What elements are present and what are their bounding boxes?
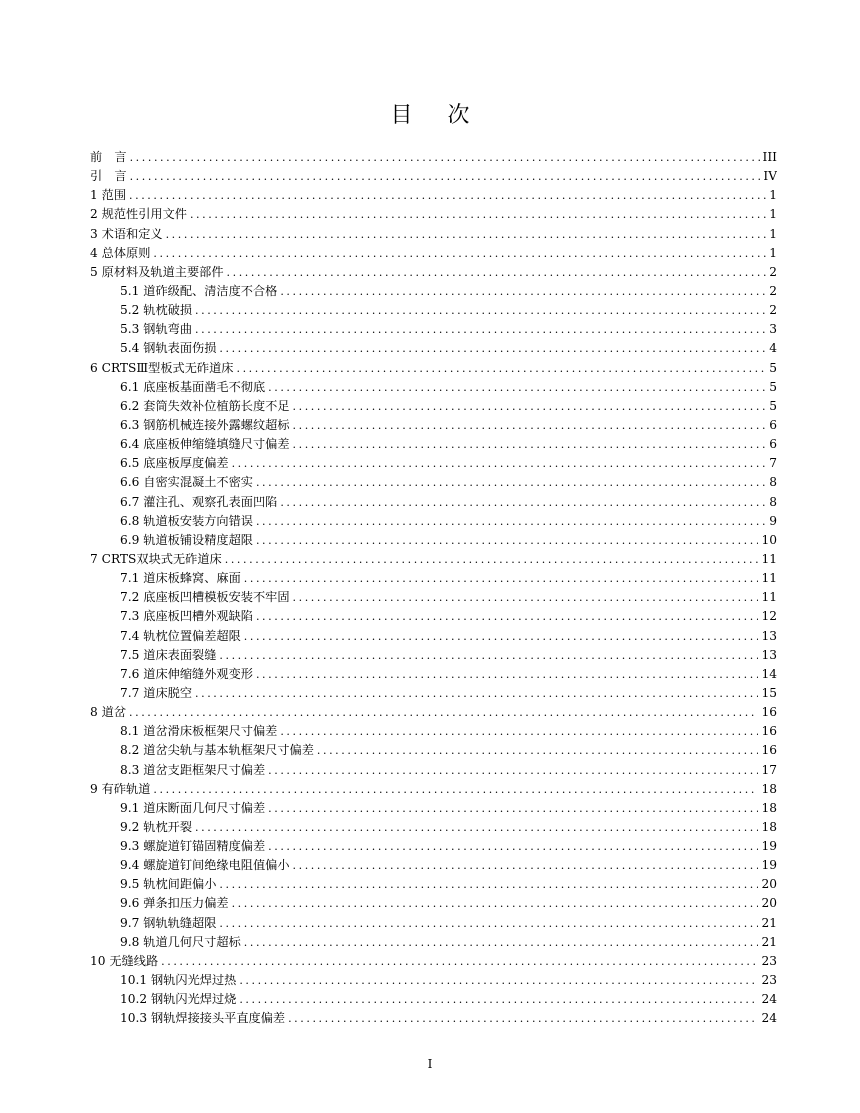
toc-entry-label: 6.8 轨道板安装方向错误 [120,513,253,528]
toc-entry-label: 10.2 钢轨闪光焊过烧 [120,992,237,1007]
toc-entry-page-number: 24 [761,992,777,1007]
toc-entry-page-number: 11 [761,590,777,605]
toc-dot-leader [268,378,766,397]
toc-entry-label: 9.6 弹条扣压力偏差 [120,896,229,911]
toc-dot-leader [244,627,759,646]
toc-entry-label: 7.4 轨枕位置偏差超限 [120,628,241,643]
toc-dot-leader [130,167,761,186]
toc-entry-label: 前 言 [90,150,127,164]
toc-entry[interactable] [90,397,777,416]
toc-entry-page-number: 13 [761,647,777,662]
toc-entry-page-number: 10 [761,532,777,547]
toc-entry-page-number: 2 [769,283,777,298]
toc-entry-label: 9.2 轨枕开裂 [120,819,193,834]
toc-entry[interactable] [90,722,777,741]
toc-entry-page-number: 19 [761,839,777,854]
toc-entry-page-number: 17 [761,762,777,777]
toc-dot-leader [219,914,758,933]
toc-dot-leader [256,531,759,550]
toc-entry[interactable] [90,971,777,990]
toc-dot-leader [232,894,759,913]
toc-entry-label: 8.1 道岔滑床板框架尺寸偏差 [120,724,278,739]
toc-entry-page-number: 5 [769,379,777,394]
toc-entry[interactable] [90,933,777,952]
toc-entry-label: 引 言 [90,169,127,184]
toc-dot-leader [219,646,758,665]
toc-entry-label: 10.3 钢轨焊接接头平直度偏差 [120,1011,286,1026]
toc-entry[interactable] [90,761,777,780]
toc-entry-label: 6.1 底座板基面凿毛不彻底 [120,379,266,394]
toc-entry-label: 7.1 道床板蜂窝、麻面 [120,571,241,586]
toc-entry-page-number: 19 [761,858,777,873]
toc-dot-leader [268,761,758,780]
toc-entry[interactable] [90,339,777,358]
toc-entry-label: 5.3 钢轨弯曲 [120,322,193,337]
toc-entry-page-number: III [762,150,777,164]
toc-dot-leader [256,607,759,626]
toc-entry-label: 10 无缝线路 [90,953,159,968]
toc-entry-page-number: 20 [761,896,777,911]
toc-entry-label: 9.4 螺旋道钉间绝缘电阻值偏小 [120,858,290,873]
toc-entry[interactable] [90,148,777,167]
toc-entry-label: 7.5 道床表面裂缝 [120,647,217,662]
toc-dot-leader [195,818,758,837]
toc-dot-leader [219,875,758,894]
toc-entry-label: 8.3 道岔支距框架尺寸偏差 [120,762,266,777]
toc-entry-label: 7 CRTS双块式无砟道床 [90,551,222,566]
toc-entry[interactable] [90,320,777,339]
toc-entry-label: 7.7 道床脱空 [120,685,193,700]
toc-entry-page-number: 18 [761,781,777,796]
toc-entry-page-number: 11 [761,551,777,566]
toc-entry-page-number: 2 [769,264,777,279]
toc-entry-label: 9 有砟轨道 [90,781,151,796]
toc-entry-page-number: 24 [761,1011,777,1026]
toc-entry[interactable] [90,186,777,205]
toc-entry-label: 6.3 钢筋机械连接外露螺纹超标 [120,417,290,432]
toc-entry-label: 8.2 道岔尖轨与基本轨框架尺寸偏差 [120,743,314,758]
toc-entry-page-number: 7 [769,456,777,471]
toc-entry[interactable] [90,282,777,301]
toc-entry-label: 5 原材料及轨道主要部件 [90,264,224,279]
toc-entry[interactable] [90,588,777,607]
toc-dot-leader [236,359,766,378]
toc-dot-leader [190,205,766,224]
toc-entry-label: 9.3 螺旋道钉锚固精度偏差 [120,839,266,854]
toc-dot-leader [227,263,767,282]
toc-entry-label: 4 总体原则 [90,245,151,260]
toc-entry-page-number: 1 [769,226,777,241]
toc-entry-page-number: 2 [769,303,777,318]
toc-entry-label: 3 术语和定义 [90,226,163,241]
toc-entry-label: 6 CRTSⅢ型板式无砟道床 [90,360,234,375]
toc-entry[interactable] [90,607,777,626]
toc-entry[interactable] [90,780,777,799]
toc-dot-leader [317,741,759,760]
toc-entry-label: 6.4 底座板伸缩缝填缝尺寸偏差 [120,437,290,452]
toc-entry[interactable] [90,473,777,492]
toc-dot-leader [153,244,766,263]
toc-entry-label: 5.2 轨枕破损 [120,303,193,318]
toc-entry[interactable] [90,875,777,894]
toc-entry-page-number: 8 [769,475,777,490]
toc-dot-leader [225,550,759,569]
toc-dot-leader [268,837,758,856]
toc-dot-leader [219,339,766,358]
table-of-contents [90,148,777,1028]
toc-entry[interactable] [90,378,777,397]
toc-entry-page-number: 4 [769,341,777,356]
toc-dot-leader [239,971,758,990]
toc-entry-page-number: 5 [769,398,777,413]
toc-entry[interactable] [90,799,777,818]
toc-entry[interactable] [90,550,777,569]
toc-dot-leader [129,703,758,722]
toc-entry[interactable] [90,914,777,933]
toc-entry-label: 1 范围 [90,188,127,203]
toc-entry[interactable] [90,435,777,454]
toc-entry[interactable] [90,263,777,282]
toc-entry[interactable] [90,856,777,875]
toc-dot-leader [280,282,766,301]
toc-entry-page-number: 23 [761,973,777,988]
toc-entry[interactable] [90,990,777,1009]
toc-entry-label: 8 道岔 [90,705,127,720]
toc-dot-leader [129,186,766,205]
toc-entry[interactable] [90,837,777,856]
toc-entry-page-number: 18 [761,800,777,815]
toc-entry-page-number: 1 [769,207,777,222]
toc-entry-label: 9.1 道床断面几何尺寸偏差 [120,800,266,815]
toc-dot-leader [293,397,767,416]
toc-entry-label: 5.1 道砟级配、清洁度不合格 [120,283,278,298]
toc-entry-page-number: 21 [761,934,777,949]
toc-entry-label: 7.6 道床伸缩缝外观变形 [120,666,253,681]
toc-dot-leader [161,952,758,971]
toc-entry-label: 2 规范性引用文件 [90,207,187,222]
toc-entry-page-number: 8 [769,494,777,509]
toc-entry-label: 6.7 灌注孔、观察孔表面凹陷 [120,494,278,509]
toc-dot-leader [256,473,766,492]
toc-entry-label: 10.1 钢轨闪光焊过热 [120,973,237,988]
toc-entry-page-number: 3 [769,322,777,337]
toc-entry[interactable] [90,627,777,646]
toc-entry[interactable] [90,205,777,224]
toc-entry-label: 6.9 轨道板铺设精度超限 [120,532,253,547]
toc-entry-page-number: 15 [761,685,777,700]
toc-dot-leader [232,454,767,473]
toc-entry[interactable] [90,225,777,244]
toc-entry-label: 7.3 底座板凹槽外观缺陷 [120,609,253,624]
toc-dot-leader [268,799,758,818]
toc-entry[interactable] [90,646,777,665]
toc-entry[interactable] [90,818,777,837]
toc-entry[interactable] [90,741,777,760]
toc-entry-label: 9.5 轨枕间距偏小 [120,877,217,892]
toc-entry-page-number: 6 [769,437,777,452]
page-title: 目 次 [390,103,484,128]
toc-dot-leader [288,1009,758,1028]
toc-entry-page-number: 1 [769,245,777,260]
toc-entry-label: 6.2 套筒失效补位植筋长度不足 [120,398,290,413]
toc-entry-page-number: 12 [761,609,777,624]
toc-dot-leader [239,990,758,1009]
toc-entry-label: 6.5 底座板厚度偏差 [120,456,229,471]
page-footer-number: I [427,1057,433,1071]
toc-dot-leader [280,493,766,512]
toc-entry-page-number: 9 [769,513,777,528]
toc-entry[interactable] [90,684,777,703]
toc-dot-leader [244,933,759,952]
toc-entry-page-number: 11 [761,571,777,586]
toc-entry[interactable] [90,244,777,263]
toc-dot-leader [166,225,767,244]
toc-entry-page-number: 6 [769,417,777,432]
toc-dot-leader [244,569,759,588]
toc-dot-leader [195,301,766,320]
toc-entry[interactable] [90,359,777,378]
toc-dot-leader [256,665,759,684]
toc-entry-page-number: 20 [761,877,777,892]
toc-entry-label: 5.4 钢轨表面伤损 [120,341,217,356]
toc-entry-page-number: 5 [769,360,777,375]
toc-entry[interactable] [90,569,777,588]
toc-entry[interactable] [90,1009,777,1028]
toc-entry[interactable] [90,454,777,473]
toc-dot-leader [153,780,758,799]
toc-entry-label: 6.6 自密实混凝土不密实 [120,475,253,490]
toc-dot-leader [130,148,760,167]
toc-entry-page-number: 13 [761,628,777,643]
toc-dot-leader [280,722,758,741]
toc-dot-leader [195,684,758,703]
toc-entry-page-number: IV [763,169,777,184]
toc-entry-page-number: 18 [761,819,777,834]
toc-dot-leader [293,588,759,607]
toc-entry[interactable] [90,512,777,531]
toc-entry-page-number: 23 [761,953,777,968]
toc-entry[interactable] [90,952,777,971]
toc-entry-label: 7.2 底座板凹槽模板安装不牢固 [120,590,290,605]
toc-entry-label: 9.7 钢轨轨缝超限 [120,915,217,930]
toc-entry[interactable] [90,894,777,913]
toc-entry-page-number: 16 [761,705,777,720]
toc-entry-page-number: 16 [761,743,777,758]
toc-entry-page-number: 14 [761,666,777,681]
toc-entry-page-number: 1 [769,188,777,203]
toc-entry[interactable] [90,493,777,512]
toc-entry[interactable] [90,301,777,320]
toc-dot-leader [293,856,759,875]
toc-dot-leader [293,416,767,435]
toc-dot-leader [195,320,766,339]
toc-entry-page-number: 21 [761,915,777,930]
toc-entry[interactable] [90,416,777,435]
toc-entry[interactable] [90,531,777,550]
toc-dot-leader [293,435,767,454]
toc-entry[interactable] [90,703,777,722]
toc-entry-page-number: 16 [761,724,777,739]
toc-entry-label: 9.8 轨道几何尺寸超标 [120,934,241,949]
toc-entry[interactable] [90,167,777,186]
toc-dot-leader [256,512,766,531]
toc-entry[interactable] [90,665,777,684]
